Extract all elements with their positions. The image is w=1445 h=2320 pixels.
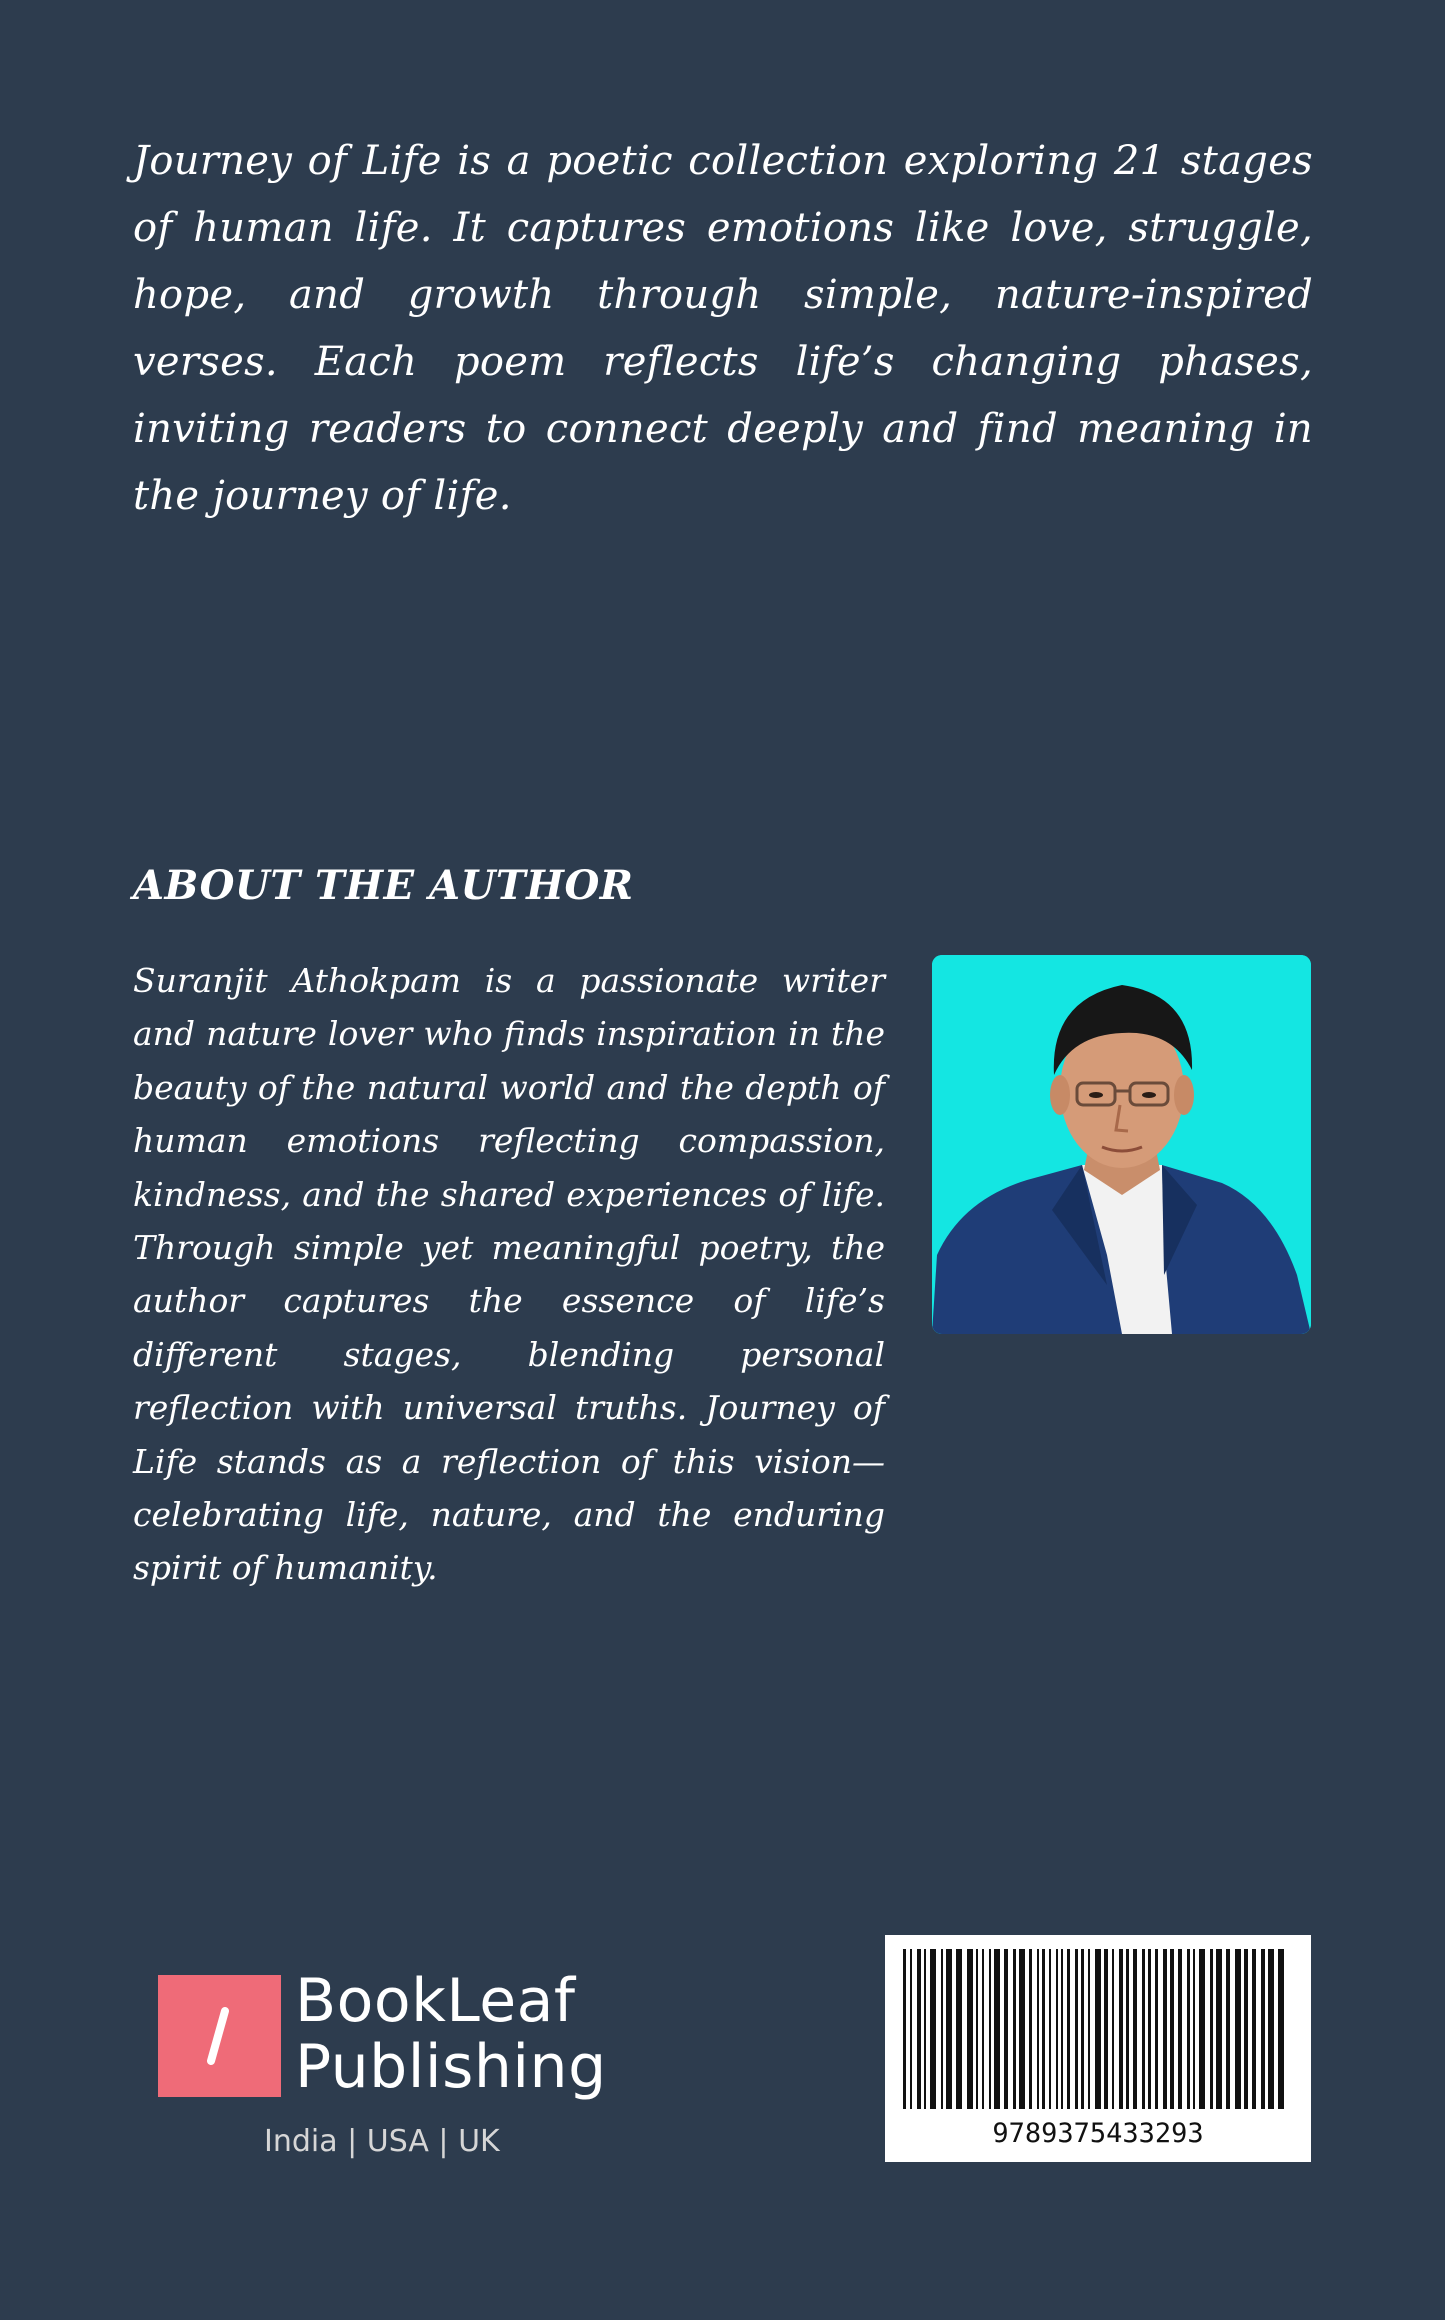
- barcode-bar: [1075, 1949, 1078, 2109]
- barcode-bar: [1095, 1949, 1101, 2109]
- about-author-heading: ABOUT THE AUTHOR: [133, 862, 634, 909]
- barcode-bar: [1088, 1949, 1090, 2109]
- barcode-bar: [1216, 1949, 1222, 2109]
- barcode-bar: [1148, 1949, 1151, 2109]
- barcode-bar: [1178, 1949, 1182, 2109]
- barcode-bar: [956, 1949, 962, 2109]
- barcode-bar: [1049, 1949, 1051, 2109]
- barcode-bar: [976, 1949, 978, 2109]
- barcode-bar: [924, 1949, 926, 2109]
- barcode-bar: [1261, 1949, 1265, 2109]
- book-blurb: Journey of Life is a poetic collection exploring 21 stages of human life. It captures emotions like love, struggle, hope, and growth through simple, nature-inspired verses. Each poem reflects life’s changing phases, inviting readers to connect deeply and find meaning in the journey of life.: [133, 138, 1313, 519]
- barcode-bar: [982, 1949, 984, 2109]
- barcode-bar: [1112, 1949, 1114, 2109]
- barcode-bar: [1013, 1949, 1016, 2109]
- barcode-bar: [917, 1949, 921, 2109]
- publisher-regions: India | USA | UK: [264, 2124, 500, 2159]
- barcode-bar: [930, 1949, 936, 2109]
- publisher-name-line1: BookLeaf: [295, 1966, 576, 2036]
- barcode-bar: [1278, 1949, 1284, 2109]
- barcode-bar: [1235, 1949, 1241, 2109]
- barcode-bar: [1252, 1949, 1256, 2109]
- barcode-bar: [1029, 1949, 1032, 2109]
- barcode-bar: [903, 1949, 906, 2109]
- isbn-barcode: [885, 1935, 1311, 2162]
- barcode-bar: [1133, 1949, 1137, 2109]
- barcode-bar: [1061, 1949, 1063, 2109]
- barcode-bar: [1119, 1949, 1123, 2109]
- barcode-bar: [1210, 1949, 1213, 2109]
- barcode-bar: [1199, 1949, 1205, 2109]
- publisher-logo: [158, 1975, 281, 2097]
- barcode-bars: [901, 1949, 1295, 2115]
- barcode-bar: [1193, 1949, 1195, 2109]
- barcode-bar: [1268, 1949, 1274, 2109]
- barcode-bar: [910, 1949, 912, 2109]
- barcode-bar: [967, 1949, 973, 2109]
- barcode-bar: [1104, 1949, 1108, 2109]
- barcode-bar: [941, 1949, 943, 2109]
- barcode-bar: [1187, 1949, 1190, 2109]
- about-author-text: Suranjit Athokpam is a passionate writer and nature lover who finds inspiration in the beauty of the natural world and the depth of human emotions reflecting compassion, kindness, and the shared experiences of life. Through simple yet meaningful poetry, the author captures the essence of life’s different stages, blending personal reflection with universal truths. Journey of Life stands as a reflection of this vision—celebrating life, nature, and the enduring spirit of humanity.: [133, 961, 885, 1588]
- barcode-bar: [1226, 1949, 1230, 2109]
- barcode-bar: [1019, 1949, 1025, 2109]
- barcode-bar: [994, 1949, 1000, 2109]
- barcode-bar: [1067, 1949, 1070, 2109]
- author-photo: [932, 955, 1311, 1334]
- barcode-bar: [1155, 1949, 1158, 2109]
- barcode-bar: [1037, 1949, 1039, 2109]
- barcode-bar: [989, 1949, 991, 2109]
- barcode-bar: [1081, 1949, 1084, 2109]
- isbn-number: 9789375433293: [992, 2118, 1204, 2149]
- barcode-bar: [1163, 1949, 1167, 2109]
- barcode-bar: [1142, 1949, 1145, 2109]
- barcode-bar: [1004, 1949, 1008, 2109]
- publisher-name-line2: Publishing: [295, 2032, 607, 2102]
- barcode-bar: [1170, 1949, 1174, 2109]
- barcode-bar: [1056, 1949, 1058, 2109]
- slash-icon: [158, 1975, 281, 2097]
- barcode-bar: [1042, 1949, 1045, 2109]
- barcode-bar: [946, 1949, 952, 2109]
- barcode-bar: [1126, 1949, 1129, 2109]
- barcode-bar: [1244, 1949, 1248, 2109]
